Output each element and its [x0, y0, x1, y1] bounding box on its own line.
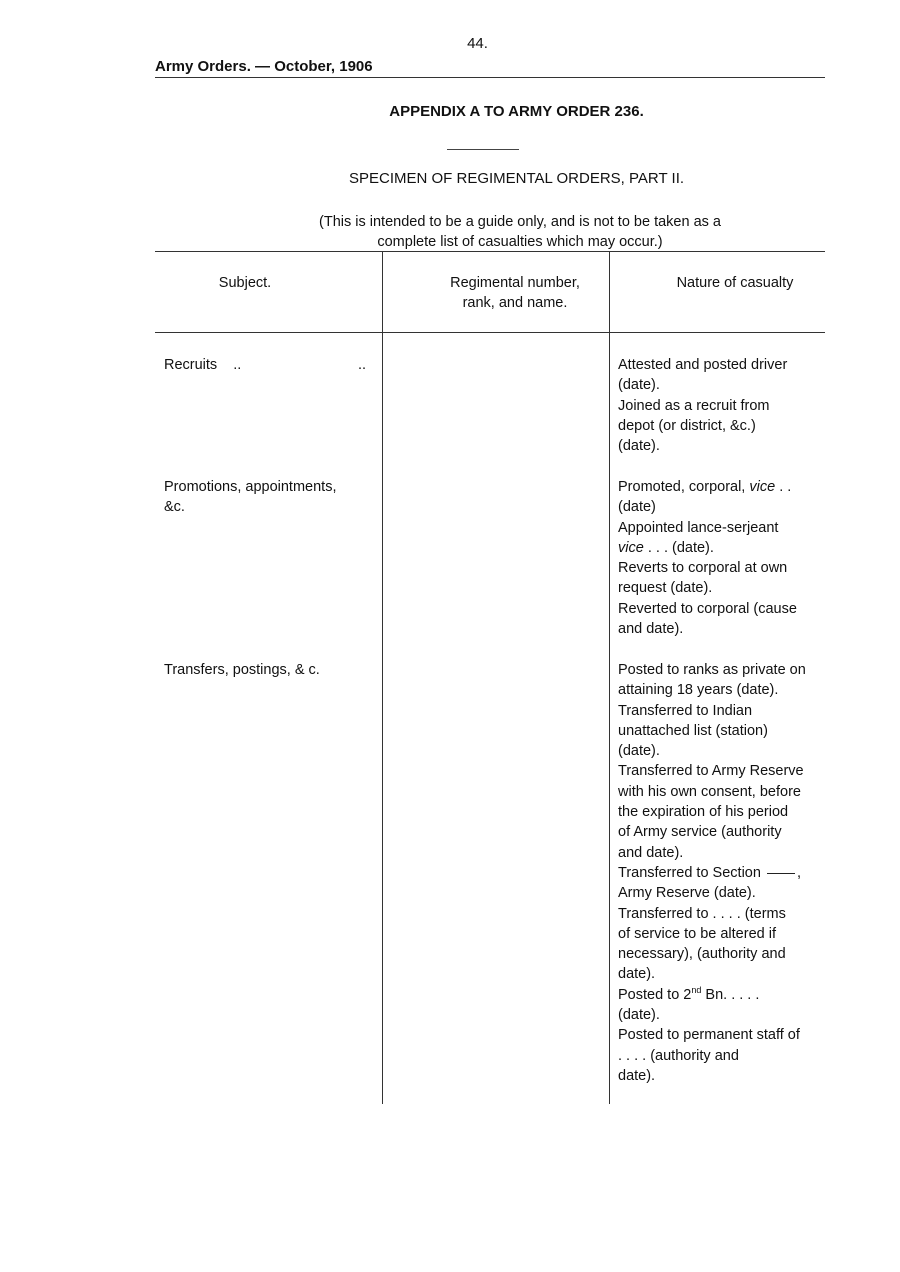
nature-line: date).: [618, 966, 656, 983]
column-header-subject: Subject.: [218, 275, 272, 291]
subject-label-line-2: &c.: [164, 499, 185, 515]
nature-line: Posted to permanent staff of: [618, 1027, 800, 1044]
running-head: Army Orders. — October, 1906: [155, 58, 373, 75]
subject-label: Recruits: [164, 357, 218, 373]
nature-line: depot (or district, &c.): [618, 417, 756, 434]
row-nature-transfers: [618, 660, 823, 1086]
nature-line: [618, 863, 823, 883]
nature-line: (date).: [618, 743, 660, 760]
nature-text: . .: [779, 479, 792, 495]
nature-line: [618, 477, 823, 497]
nature-line: date).: [618, 1067, 656, 1084]
nature-text: . . . (date).: [647, 539, 714, 556]
header-divider: [155, 77, 825, 78]
nature-line: Reverts to corporal at own: [618, 560, 788, 577]
row-subject-transfers: Transfers, postings, & c.: [164, 662, 320, 678]
table-top-rule: [155, 251, 825, 252]
nature-line: necessary), (authority and: [618, 946, 786, 963]
column-header-regimental-number-line-1: Regimental number,: [450, 275, 580, 291]
nature-line: request (date).: [618, 580, 713, 597]
nature-line: Army Reserve (date).: [618, 885, 756, 902]
nature-text: Bn. . . . .: [701, 986, 760, 1003]
nature-line: with his own consent, before: [618, 783, 801, 800]
column-header-nature-of-casualty: Nature of casualty: [676, 275, 794, 291]
row-subject-recruits: [164, 355, 374, 375]
nature-line: [618, 538, 823, 558]
nature-line: of Army service (authority: [618, 824, 782, 841]
appendix-title: APPENDIX A TO ARMY ORDER 236.: [389, 103, 644, 120]
nature-text: Transferred to Section: [618, 864, 761, 881]
nature-line: Joined as a recruit from: [618, 397, 770, 414]
page-number: 44.: [467, 35, 488, 52]
row-nature-promotions: [618, 477, 823, 639]
nature-line: and date).: [618, 844, 684, 861]
title-divider: [447, 149, 519, 150]
ordinal-superscript: nd: [691, 984, 702, 995]
table-header-rule: [155, 332, 825, 333]
guide-note-line-1: (This is intended to be a guide only, and is not to be taken as a: [319, 214, 721, 230]
leader-dots: ..: [233, 357, 242, 373]
column-divider-1: [382, 251, 383, 1104]
nature-line: unattached list (station): [618, 722, 768, 739]
nature-line: Posted to ranks as private on: [618, 662, 806, 678]
nature-line: (date).: [618, 438, 660, 455]
specimen-title: SPECIMEN OF REGIMENTAL ORDERS, PART II.: [348, 170, 685, 187]
column-header-regimental-number-line-2: rank, and name.: [462, 295, 568, 311]
nature-line: (date): [618, 499, 656, 516]
nature-line: Reverted to corporal (cause: [618, 600, 797, 617]
nature-line: Attested and posted driver: [618, 357, 788, 373]
nature-line: of service to be altered if: [618, 925, 776, 942]
nature-line: . . . . (authority and: [618, 1047, 739, 1064]
blank-dash: [767, 873, 795, 874]
row-subject-promotions: [164, 477, 374, 517]
nature-line: Transferred to . . . . (terms: [618, 905, 786, 922]
nature-text: Promoted, corporal,: [618, 479, 746, 495]
nature-line: [618, 985, 823, 1005]
leader-dots: ..: [358, 357, 367, 373]
guide-note: [280, 212, 760, 252]
nature-line: attaining 18 years (date).: [618, 682, 779, 699]
nature-line: (date).: [618, 1007, 660, 1024]
guide-note-line-2: complete list of casualties which may occur.): [377, 234, 663, 250]
nature-line: Transferred to Indian: [618, 702, 753, 719]
nature-line: (date).: [618, 377, 660, 394]
nature-text-italic: vice: [618, 539, 644, 556]
nature-line: Appointed lance-serjeant: [618, 519, 779, 536]
nature-line: and date).: [618, 621, 684, 638]
subject-label-line-1: Promotions, appointments,: [164, 479, 337, 495]
nature-line: the expiration of his period: [618, 804, 789, 821]
nature-text-italic: vice: [749, 479, 776, 495]
nature-text: Posted to 2: [618, 986, 692, 1003]
nature-text: ,: [796, 864, 801, 881]
nature-line: Transferred to Army Reserve: [618, 763, 804, 780]
column-header-regimental-number: [420, 273, 610, 313]
column-divider-2: [609, 251, 610, 1104]
row-nature-recruits: [618, 355, 823, 456]
